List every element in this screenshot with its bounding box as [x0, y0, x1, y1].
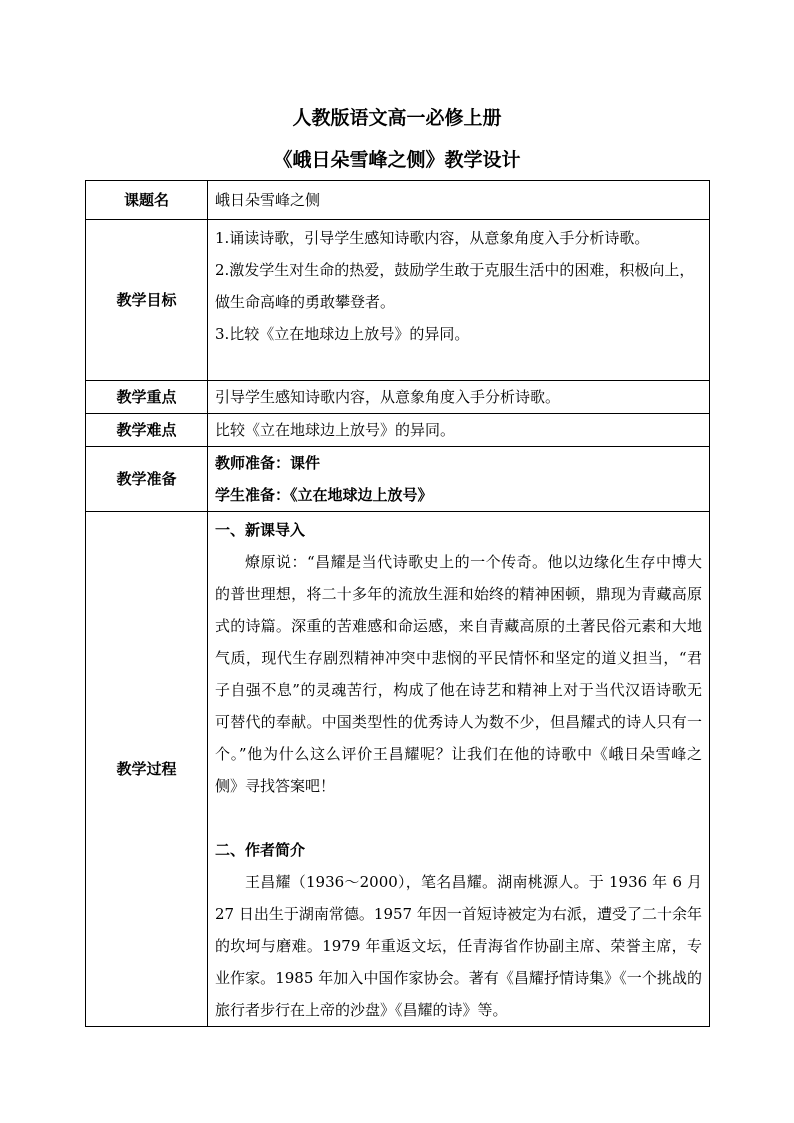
document-title: 人教版语文高一必修上册: [292, 107, 502, 129]
table-row-key-points: [86, 381, 710, 414]
document-subtitle: 《峨日朵雪峰之侧》教学设计: [273, 149, 521, 171]
value-key-points: 引导学生感知诗歌内容，从意象角度入手分析诗歌。: [208, 381, 710, 414]
label-process: 教学过程: [86, 512, 208, 1027]
value-preparation: [208, 447, 710, 512]
label-topic: 课题名: [86, 181, 208, 220]
label-preparation: 教学准备: [86, 447, 208, 512]
label-key-points: 教学重点: [86, 381, 208, 414]
goal-item-2: 2.激发学生对生命的热爱，鼓励学生敢于克服生活中的困难，积极向上，做生命高峰的勇敢攀登者。: [215, 261, 695, 311]
section-heading-introduction: 一、新课导入: [215, 521, 306, 539]
table-row-topic: [86, 181, 710, 220]
value-process: [208, 512, 710, 1027]
section-text-author: 王昌耀（1936～2000），笔名昌耀。湖南桃源人。于 1936 年 6 月 27 日出生于湖南常德。1957 年因一首短诗被定为右派，遭受了二十余年的坎坷与磨难。1979 年重返文坛，任青海省作协副主席、荣誉主席，专业作家。1985 年加入中国作家协会。著有《昌耀抒情诗集》《一个挑战的旅行者步行在上帝的沙盘》《昌耀的诗》等。: [215, 873, 702, 1019]
table-row-preparation: [86, 447, 710, 512]
section-heading-author: 二、作者简介: [215, 841, 306, 859]
goal-item-3: 3.比较《立在地球边上放号》的异同。: [215, 325, 470, 343]
goal-item-1: 1.诵读诗歌，引导学生感知诗歌内容，从意象角度入手分析诗歌。: [215, 229, 650, 247]
value-difficulties: 比较《立在地球边上放号》的异同。: [208, 414, 710, 447]
spacer: [215, 802, 702, 834]
lesson-plan-table: [85, 180, 710, 1027]
value-topic: 峨日朵雪峰之侧: [208, 181, 710, 220]
section-text-introduction: 燎原说：“昌耀是当代诗歌史上的一个传奇。他以边缘化生存中博大的普世理想，将二十多年的流放生涯和始终的精神困顿，鼎现为青藏高原式的诗篇。深重的苦难感和命运感，来自青藏高原的土著民俗元素和大地气质，现代生存剧烈精神冲突中悲悯的平民情怀和坚定的道义担当，“君子自强不息”的灵魂苦行，构成了他在诗艺和精神上对于当代汉语诗歌无可替代的奉献。中国类型性的优秀诗人为数不少，但昌耀式的诗人只有一个。”他为什么这么评价王昌耀呢？让我们在他的诗歌中《峨日朵雪峰之侧》寻找答案吧！: [215, 553, 702, 795]
student-preparation: 学生准备：《立在地球边上放号》: [215, 486, 433, 504]
value-goals: [208, 220, 710, 381]
label-goals: 教学目标: [86, 220, 208, 381]
table-row-goals: [86, 220, 710, 381]
label-difficulties: 教学难点: [86, 414, 208, 447]
teacher-preparation: 教师准备：课件: [215, 454, 321, 472]
table-row-difficulties: [86, 414, 710, 447]
table-row-process: [86, 512, 710, 1027]
